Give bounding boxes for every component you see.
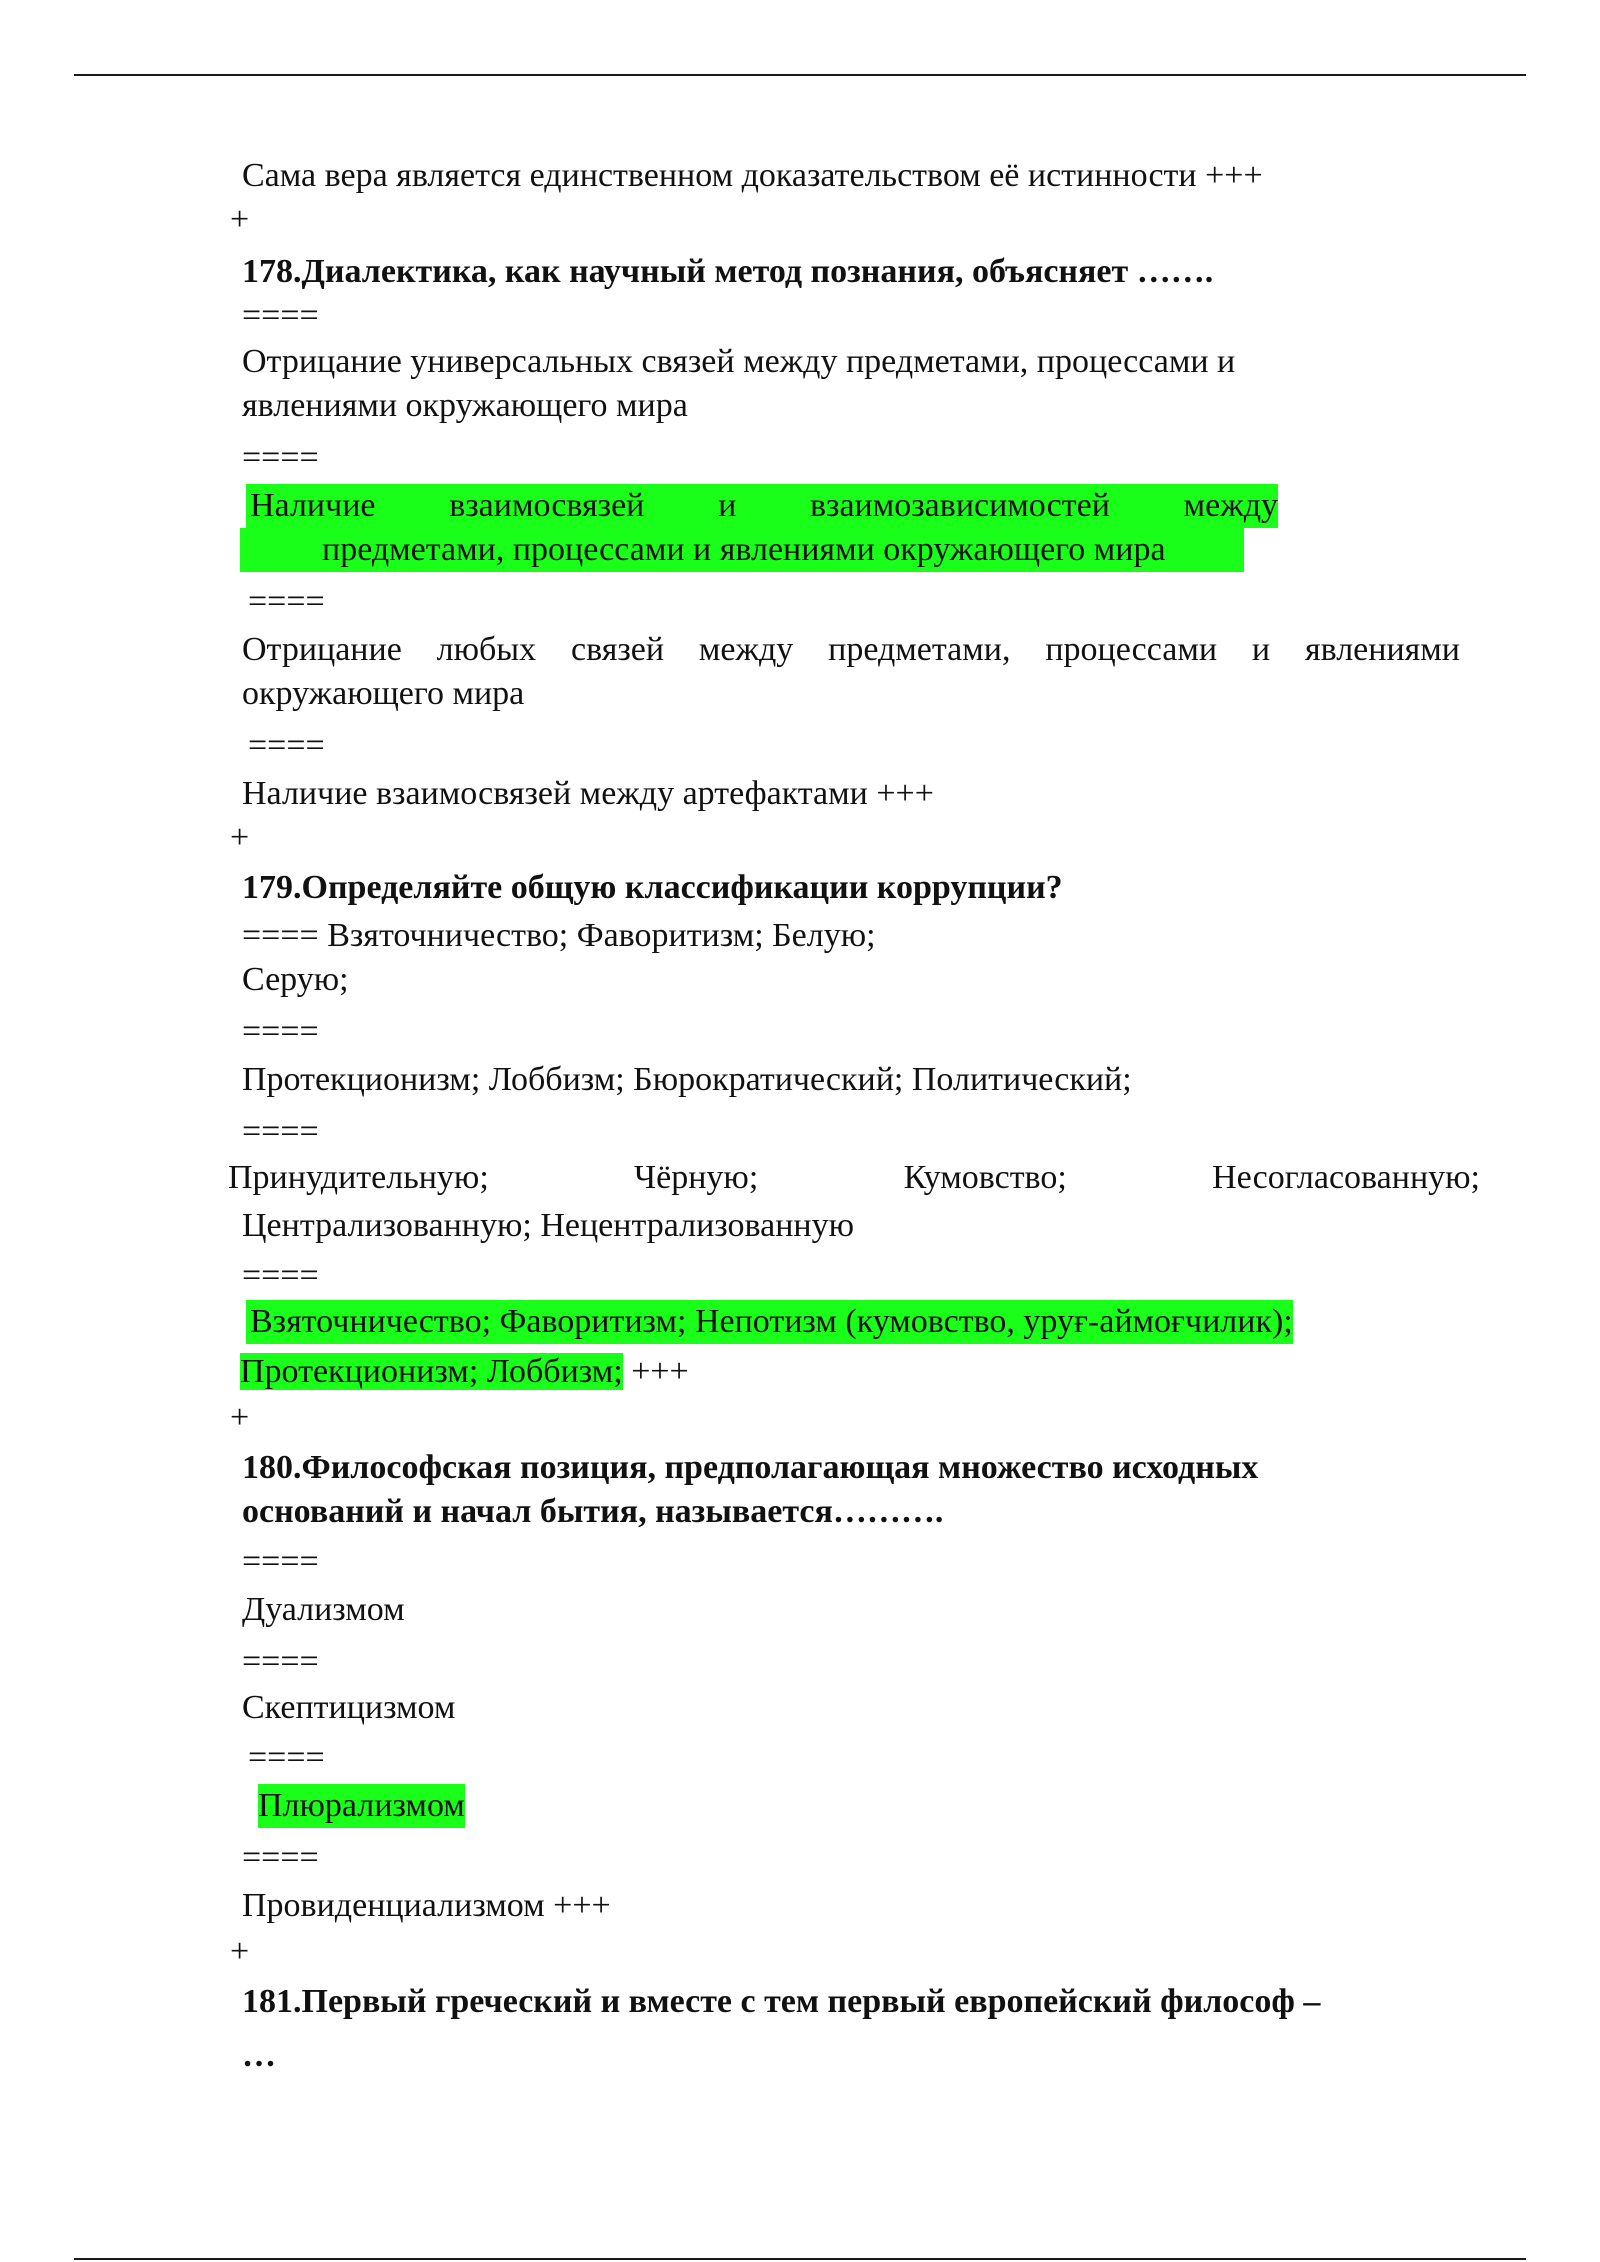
answer-word: между xyxy=(1183,487,1278,524)
answer-line xyxy=(228,1156,1480,1200)
correct-answer-line: Взяточничество; Фаворитизм; Непотизм (кумовство, уруғ-аймоғчилик); xyxy=(246,1300,1293,1344)
answer-separator: ==== xyxy=(242,297,319,334)
question-180: 180.Философская позиция, предполагающая множество исходных xyxy=(242,1449,1259,1486)
answer-line xyxy=(242,628,1460,672)
header-rule xyxy=(74,74,1526,76)
answer-line: ==== Взяточничество; Фаворитизм; Белую; xyxy=(242,917,876,954)
answer-word: связей xyxy=(571,631,665,668)
answer-separator: ==== xyxy=(242,1543,319,1580)
answer-word: процессами xyxy=(1045,631,1218,668)
answer-separator: ==== xyxy=(242,1643,319,1680)
question-179: 179.Определяйте общую классификации коррупции? xyxy=(242,869,1063,906)
question-181: 181.Первый греческий и вместе с тем первый европейский философ – xyxy=(242,1983,1321,2020)
answer-separator: ==== xyxy=(242,1013,319,1050)
answer-separator: ==== xyxy=(242,1839,319,1876)
answer-line: явлениями окружающего мира xyxy=(242,387,688,424)
footer-rule xyxy=(74,2258,1526,2260)
separator-plus: + xyxy=(230,201,250,238)
answer-word: между xyxy=(698,631,794,668)
correct-answer-highlight: Протекционизм; Лоббизм; xyxy=(240,1353,623,1390)
answer-word: и xyxy=(1251,631,1271,668)
answer-word: взаимозависимостей xyxy=(809,487,1110,524)
answer-separator: ==== xyxy=(248,727,325,764)
answer-word: предметами, xyxy=(828,631,1011,668)
answer-word: взаимосвязей xyxy=(449,487,645,524)
correct-answer-line: Плюрализмом xyxy=(258,1784,465,1828)
answer-marker: +++ xyxy=(622,1353,689,1390)
question-178: 178.Диалектика, как научный метод познания, объясняет ……. xyxy=(242,253,1214,290)
answer-word: Чёрную; xyxy=(634,1159,759,1196)
question-181-continued: … xyxy=(242,2037,276,2074)
answer-line: Сама вера является единственном доказательством её истинности +++ xyxy=(242,157,1263,194)
answer-separator: ==== xyxy=(242,439,319,476)
answer-word: любых xyxy=(436,631,537,668)
answer-word: Кумовство; xyxy=(903,1159,1067,1196)
question-180-continued: оснований и начал бытия, называется………. xyxy=(242,1493,944,1530)
answer-line: Скептицизмом xyxy=(242,1689,456,1726)
answer-line: окружающего мира xyxy=(242,675,525,712)
separator-plus: + xyxy=(230,1399,250,1436)
answer-word: Отрицание xyxy=(242,631,402,668)
answer-separator: ==== xyxy=(248,583,325,620)
answer-word: Наличие xyxy=(250,487,376,524)
separator-plus: + xyxy=(230,819,250,856)
answer-line: Централизованную; Нецентрализованную xyxy=(242,1207,854,1244)
answer-line: Серую; xyxy=(242,961,349,998)
answer-line: Наличие взаимосвязей между артефактами +++ xyxy=(242,775,934,812)
answer-separator: ==== xyxy=(248,1739,325,1776)
answer-word: Несогласованную; xyxy=(1212,1159,1480,1196)
correct-answer-line xyxy=(246,484,1278,528)
correct-answer-line: предметами, процессами и явлениями окружающего мира xyxy=(240,528,1244,572)
correct-answer-line xyxy=(240,1350,689,1394)
answer-word: Принудительную; xyxy=(228,1159,489,1196)
answer-separator: ==== xyxy=(242,1257,319,1294)
answer-line: Провиденциализмом +++ xyxy=(242,1887,611,1924)
answer-word: и xyxy=(718,487,737,524)
answer-line: Отрицание универсальных связей между предметами, процессами и xyxy=(242,343,1236,380)
answer-separator: ==== xyxy=(242,1113,319,1150)
answer-word: явлениями xyxy=(1304,631,1460,668)
answer-line: Дуализмом xyxy=(242,1591,405,1628)
separator-plus: + xyxy=(230,1933,250,1970)
answer-line: Протекционизм; Лоббизм; Бюрократический; Политический; xyxy=(242,1061,1132,1098)
